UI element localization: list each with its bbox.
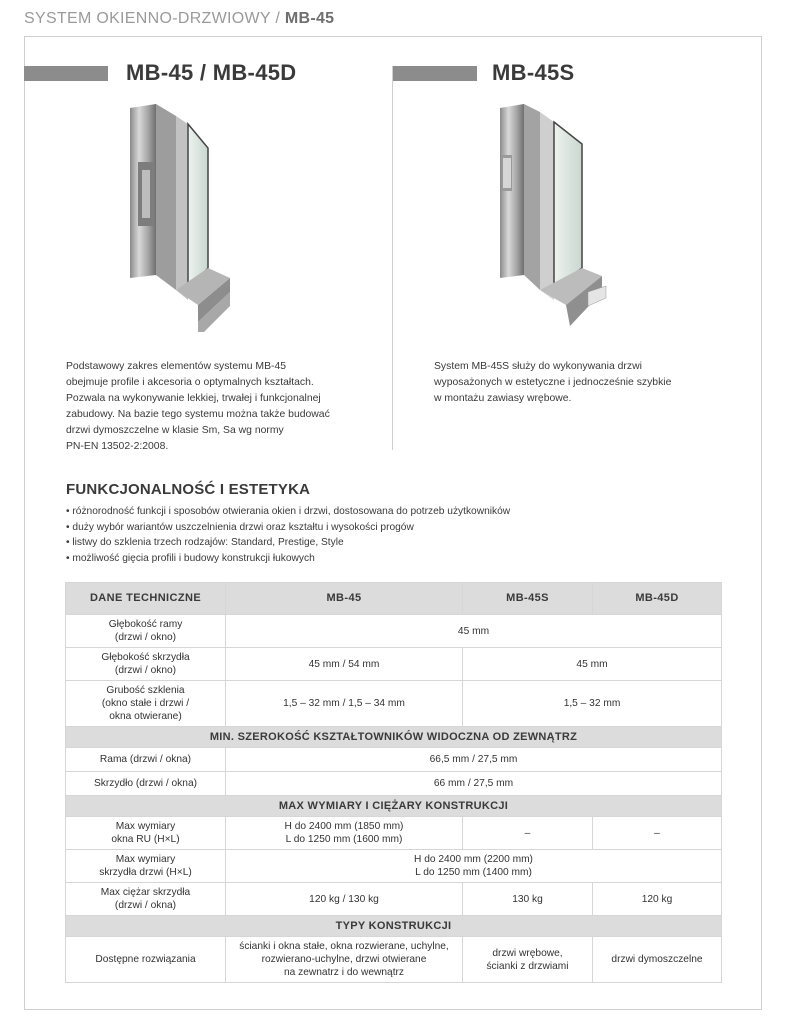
label-line: Max ciężar skrzydła bbox=[100, 887, 191, 898]
cell-value bbox=[226, 817, 463, 850]
label-line: Głębokość ramy bbox=[108, 619, 183, 630]
value-line: H do 2400 mm (1850 mm) bbox=[284, 821, 404, 832]
cell-value: 130 kg bbox=[463, 883, 593, 916]
value-line: ścianki z drzwiami bbox=[486, 960, 569, 972]
left-desc-line: drzwi dymoszczelne w klasie Sm, Sa wg normy bbox=[66, 425, 284, 436]
label-line: okna RU (H×L) bbox=[111, 834, 180, 845]
features-list bbox=[66, 504, 510, 566]
row-label: Dostępne rozwiązania bbox=[66, 937, 226, 983]
row-label: Rama (drzwi / okna) bbox=[66, 748, 226, 772]
left-title-bar bbox=[24, 66, 108, 81]
feature-item: • duży wybór wariantów uszczelnienia drzwi oraz kształtu i wysokości progów bbox=[66, 520, 510, 536]
cell-value bbox=[463, 937, 593, 983]
label-line: Głębokość skrzydła bbox=[101, 652, 190, 663]
value-line: H do 2400 mm (2200 mm) bbox=[414, 854, 533, 865]
table-row bbox=[66, 883, 722, 916]
label-line: okna otwierane) bbox=[109, 711, 182, 722]
cell-value: 120 kg bbox=[593, 883, 722, 916]
table-row bbox=[66, 748, 722, 772]
table-row bbox=[66, 817, 722, 850]
cell-value bbox=[226, 850, 722, 883]
cell-value: 120 kg / 130 kg bbox=[226, 883, 463, 916]
left-product-title: MB-45 / MB-45D bbox=[126, 60, 297, 85]
table-row bbox=[66, 772, 722, 796]
cell-value: 1,5 – 32 mm bbox=[463, 681, 722, 727]
row-label bbox=[66, 817, 226, 850]
cell-value: 45 mm bbox=[463, 648, 722, 681]
left-desc-line: Pozwala na wykonywanie lekkiej, trwałej i funkcjonalnej bbox=[66, 393, 321, 404]
right-product-image bbox=[488, 100, 608, 335]
cell-value bbox=[226, 937, 463, 983]
header-cell: MB-45D bbox=[593, 583, 722, 615]
cell-value: 66 mm / 27,5 mm bbox=[226, 772, 722, 796]
row-label bbox=[66, 850, 226, 883]
header-cell: MB-45 bbox=[226, 583, 463, 615]
value-line: L do 1250 mm (1600 mm) bbox=[285, 834, 403, 845]
cell-value: – bbox=[463, 817, 593, 850]
label-line: (okno stałe i drzwi / bbox=[101, 698, 190, 709]
table-header-row bbox=[66, 583, 722, 615]
column-divider bbox=[392, 66, 393, 450]
right-desc-line: System MB-45S służy do wykonywania drzwi bbox=[434, 361, 642, 372]
cell-value: 45 mm / 54 mm bbox=[226, 648, 463, 681]
band-title: MIN. SZEROKOŚĆ KSZTAŁTOWNIKÓW WIDOCZNA OD ZEWNĄTRZ bbox=[66, 727, 722, 748]
cell-value: 45 mm bbox=[226, 615, 722, 648]
row-label bbox=[66, 615, 226, 648]
left-product-image bbox=[118, 100, 236, 335]
left-desc-line: obejmuje profile i akcesoria o optymalnych kształtach. bbox=[66, 377, 314, 388]
feature-item: • różnorodność funkcji i sposobów otwierania okien i drzwi, dostosowana do potrzeb użytkowników bbox=[66, 504, 510, 520]
section-band bbox=[66, 727, 722, 748]
label-line: Max wymiary bbox=[115, 854, 176, 865]
label-line: (drzwi / okna) bbox=[114, 900, 177, 911]
cell-value: 66,5 mm / 27,5 mm bbox=[226, 748, 722, 772]
system-model: MB-45 bbox=[284, 10, 335, 27]
technical-data-table bbox=[65, 582, 722, 983]
header-cell: DANE TECHNICZNE bbox=[66, 583, 226, 615]
right-desc-line: w montażu zawiasy wrębowe. bbox=[434, 393, 572, 404]
label-line: skrzydła drzwi (H×L) bbox=[99, 867, 192, 878]
value-line: drzwi wrębowe, bbox=[492, 947, 563, 959]
header-cell: MB-45S bbox=[463, 583, 593, 615]
value-line: ścianki i okna stałe, okna rozwierane, uchylne, bbox=[239, 941, 449, 952]
left-product-description bbox=[66, 359, 330, 455]
features-title: FUNKCJONALNOŚĆ I ESTETYKA bbox=[66, 481, 311, 498]
band-title: TYPY KONSTRUKCJI bbox=[66, 916, 722, 937]
left-desc-line: zabudowy. Na bazie tego systemu można także budować bbox=[66, 409, 330, 420]
label-line: (drzwi / okno) bbox=[114, 632, 177, 643]
feature-item: • listwy do szklenia trzech rodzajów: Standard, Prestige, Style bbox=[66, 535, 510, 551]
cell-value: – bbox=[593, 817, 722, 850]
row-label: Skrzydło (drzwi / okna) bbox=[66, 772, 226, 796]
table-row bbox=[66, 615, 722, 648]
table-row bbox=[66, 850, 722, 883]
page-header bbox=[24, 10, 334, 28]
right-product-description bbox=[434, 359, 671, 407]
cell-value: drzwi dymoszczelne bbox=[593, 937, 722, 983]
table-row bbox=[66, 681, 722, 727]
band-title: MAX WYMIARY I CIĘŻARY KONSTRUKCJI bbox=[66, 796, 722, 817]
table-row bbox=[66, 648, 722, 681]
cell-value: 1,5 – 32 mm / 1,5 – 34 mm bbox=[226, 681, 463, 727]
row-label bbox=[66, 648, 226, 681]
value-line: rozwierano-uchylne, drzwi otwierane bbox=[261, 954, 427, 965]
row-label bbox=[66, 681, 226, 727]
row-label bbox=[66, 883, 226, 916]
section-band bbox=[66, 796, 722, 817]
feature-item: • możliwość gięcia profili i budowy konstrukcji łukowych bbox=[66, 551, 510, 567]
right-product-title: MB-45S bbox=[492, 60, 575, 85]
value-line: na zewnatrz i do wewnątrz bbox=[283, 967, 405, 978]
section-band bbox=[66, 916, 722, 937]
value-line: L do 1250 mm (1400 mm) bbox=[415, 867, 532, 878]
table-row bbox=[66, 937, 722, 983]
right-desc-line: wyposażonych w estetyczne i jednocześnie szybkie bbox=[434, 377, 672, 388]
left-desc-line: PN-EN 13502-2:2008. bbox=[66, 441, 169, 452]
right-title-bar bbox=[393, 66, 477, 81]
system-label: SYSTEM OKIENNO-DRZWIOWY / bbox=[24, 10, 285, 27]
label-line: Grubość szklenia bbox=[106, 685, 185, 696]
label-line: Max wymiary bbox=[115, 821, 176, 832]
label-line: (drzwi / okno) bbox=[114, 665, 177, 676]
left-desc-line: Podstawowy zakres elementów systemu MB-45 bbox=[66, 361, 287, 372]
